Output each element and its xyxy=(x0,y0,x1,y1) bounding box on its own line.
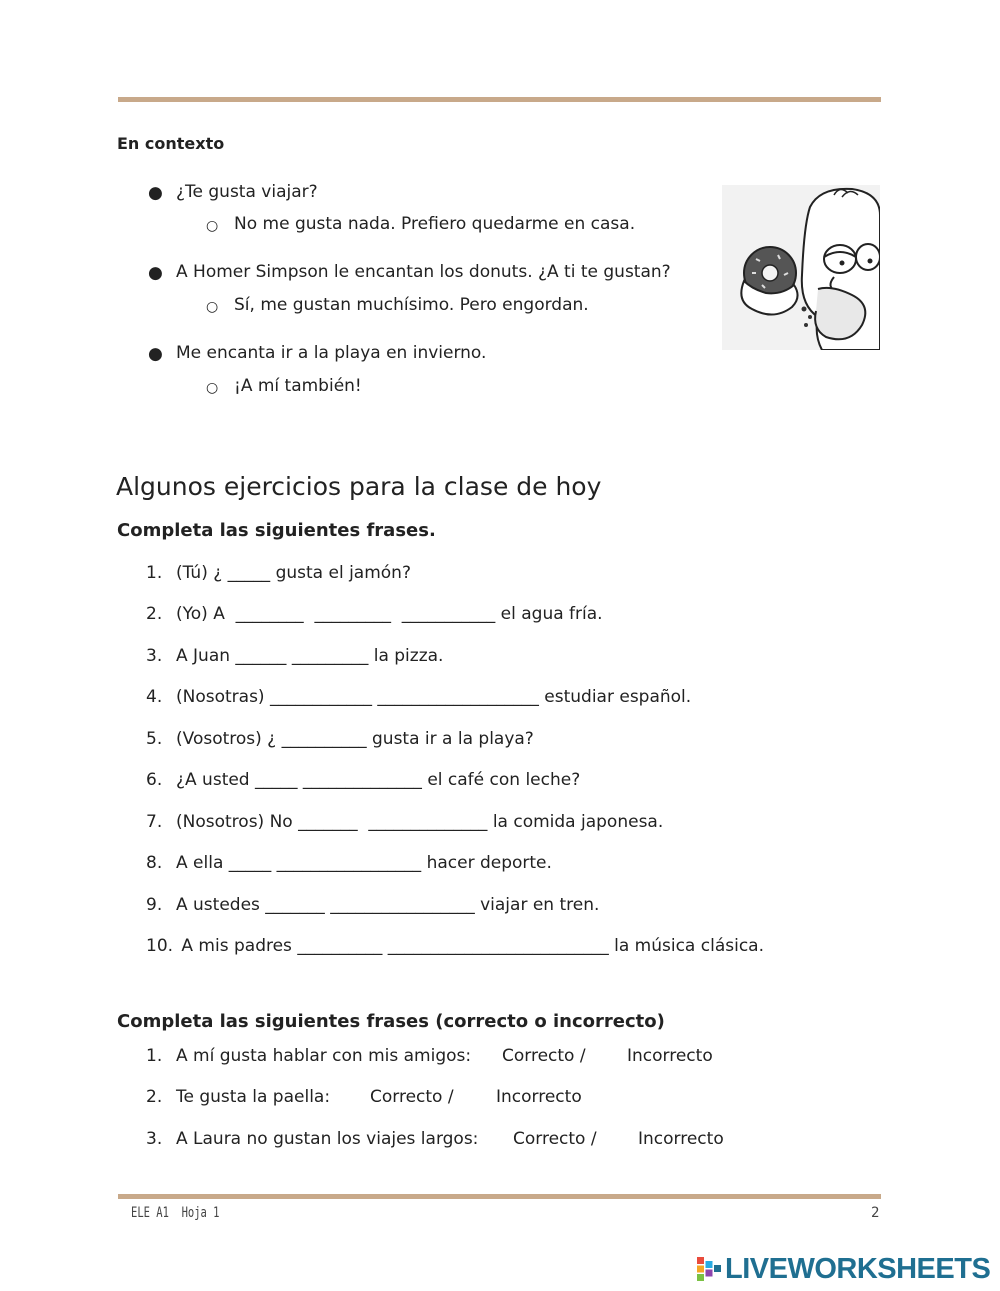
exercise-item xyxy=(146,646,443,666)
correct-option[interactable]: Correcto / xyxy=(513,1129,597,1149)
bullet-icon: ● xyxy=(148,344,163,364)
item-text: (Nosotros) No _______ ______________ la comida japonesa. xyxy=(176,812,664,832)
correct-option[interactable]: Correcto / xyxy=(370,1087,454,1107)
liveworksheets-wordmark: LIVEWORKSHEETS xyxy=(725,1253,991,1285)
footer-rule xyxy=(118,1194,881,1199)
item-text: (Yo) A ________ _________ ___________ el agua fría. xyxy=(176,604,603,624)
item-number: 1. xyxy=(146,563,163,583)
exercise-item xyxy=(146,1087,330,1107)
exercise1-title: Completa las siguientes frases. xyxy=(117,520,436,541)
exercise-item xyxy=(146,563,411,583)
context-answer-2: Sí, me gustan muchísimo. Pero engordan. xyxy=(234,295,589,315)
item-text: A ustedes _______ _________________ viajar en tren. xyxy=(176,895,600,915)
liveworksheets-logo-icon xyxy=(697,1257,723,1281)
homer-eating-donut-illustration xyxy=(722,185,880,350)
item-number: 1. xyxy=(146,1046,163,1066)
item-text: A Juan ______ _________ la pizza. xyxy=(176,646,444,666)
item-text: A mí gusta hablar con mis amigos: xyxy=(176,1046,472,1066)
item-text: (Vosotros) ¿ __________ gusta ir a la playa? xyxy=(176,729,534,749)
context-label: En contexto xyxy=(117,134,225,153)
context-answer-3: ¡A mí también! xyxy=(234,376,362,396)
exercise-item xyxy=(146,604,603,624)
liveworksheets-logo[interactable] xyxy=(697,1253,993,1285)
bullet-icon: ● xyxy=(148,263,163,283)
incorrect-option[interactable]: Incorrecto xyxy=(496,1087,582,1107)
item-text: A mis padres __________ __________________________ la música clásica. xyxy=(176,936,764,956)
exercise-item xyxy=(146,687,691,707)
item-text: A Laura no gustan los viajes largos: xyxy=(176,1129,479,1149)
item-number: 9. xyxy=(146,895,163,915)
item-text: A ella _____ _________________ hacer deporte. xyxy=(176,853,552,873)
item-text: (Tú) ¿ _____ gusta el jamón? xyxy=(176,563,411,583)
item-number: 2. xyxy=(146,604,163,624)
item-number: 7. xyxy=(146,812,163,832)
exercise-item xyxy=(146,729,534,749)
header-rule xyxy=(118,97,881,102)
context-question-1: ¿Te gusta viajar? xyxy=(176,182,318,202)
item-number: 6. xyxy=(146,770,163,790)
exercise-item xyxy=(146,895,599,915)
sub-bullet-icon: ○ xyxy=(206,218,219,234)
item-number: 3. xyxy=(146,646,163,666)
exercise2-title: Completa las siguientes frases (correcto o incorrecto) xyxy=(117,1011,665,1032)
page-number: 2 xyxy=(871,1205,880,1221)
exercise-item xyxy=(146,853,552,873)
exercise-item xyxy=(146,770,580,790)
item-text: ¿A usted _____ ______________ el café con leche? xyxy=(176,770,581,790)
item-number: 10. xyxy=(146,936,174,956)
exercise-item xyxy=(146,936,764,956)
item-number: 8. xyxy=(146,853,163,873)
sub-bullet-icon: ○ xyxy=(206,299,219,315)
correct-option[interactable]: Correcto / xyxy=(502,1046,586,1066)
context-question-3: Me encanta ir a la playa en invierno. xyxy=(176,343,487,363)
item-text: Te gusta la paella: xyxy=(176,1087,331,1107)
item-number: 4. xyxy=(146,687,163,707)
context-answer-1: No me gusta nada. Prefiero quedarme en casa. xyxy=(234,214,636,234)
exercise-item xyxy=(146,1046,471,1066)
section-title: Algunos ejercicios para la clase de hoy xyxy=(116,472,602,501)
bullet-icon: ● xyxy=(148,183,163,203)
item-number: 5. xyxy=(146,729,163,749)
exercise-item xyxy=(146,1129,478,1149)
item-text: (Nosotras) ____________ ___________________ estudiar español. xyxy=(176,687,692,707)
item-number: 3. xyxy=(146,1129,163,1149)
incorrect-option[interactable]: Incorrecto xyxy=(627,1046,713,1066)
incorrect-option[interactable]: Incorrecto xyxy=(638,1129,724,1149)
context-question-2: A Homer Simpson le encantan los donuts. ¿A ti te gustan? xyxy=(176,262,671,282)
footer-label: ELE A1 Hoja 1 xyxy=(131,1205,220,1221)
item-number: 2. xyxy=(146,1087,163,1107)
exercise-item xyxy=(146,812,663,832)
sub-bullet-icon: ○ xyxy=(206,380,219,396)
